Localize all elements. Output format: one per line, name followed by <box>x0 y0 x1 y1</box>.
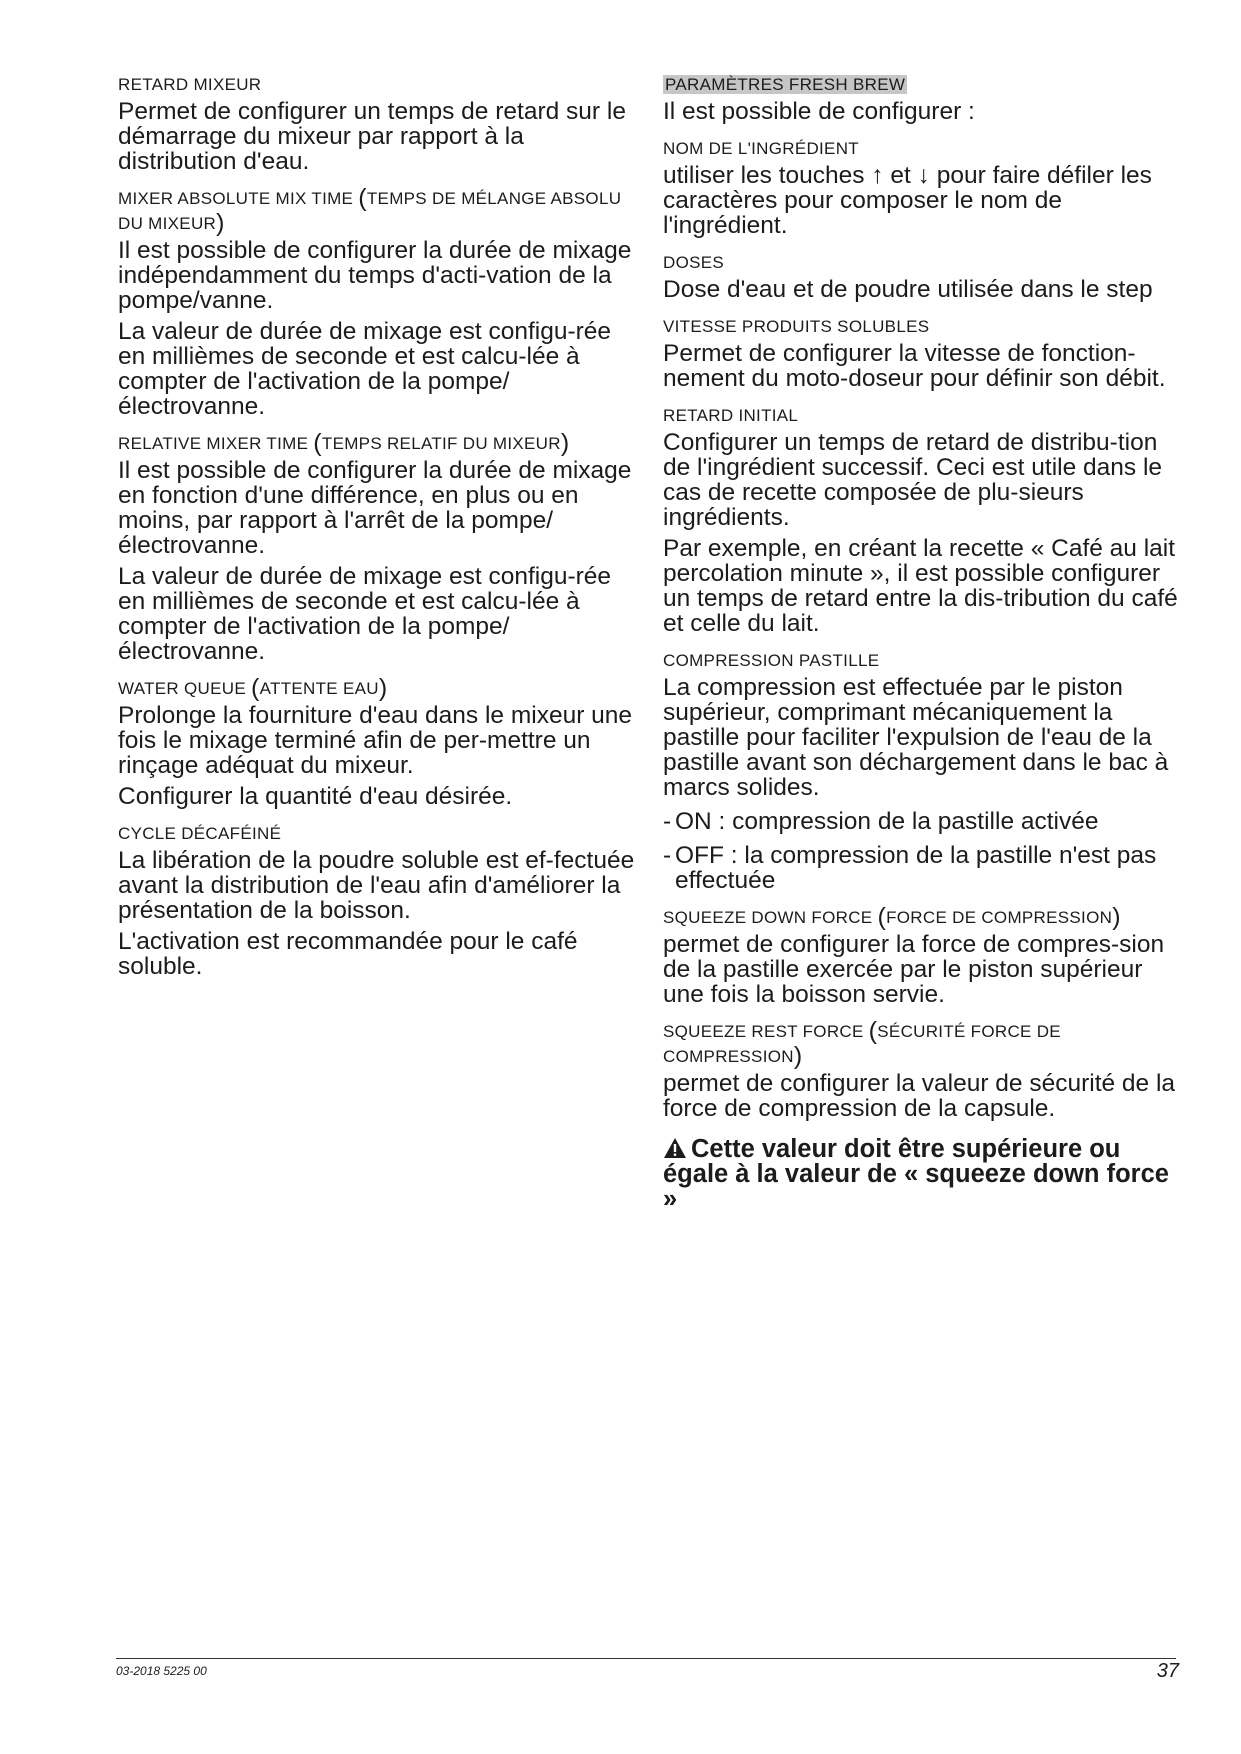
paragraph: Il est possible de configurer la durée de mixage en fonction d'une différence, en plus ou en moins, par rapport à l'arrêt de la pompe/électrovanne. <box>118 457 632 559</box>
document-code: 03-2018 5225 00 <box>116 1664 207 1678</box>
section-heading: DOSES <box>663 253 725 272</box>
paragraph: La compression est effectuée par le piston supérieur, comprimant mécaniquement la pastille pour faciliter l'expulsion de l'eau de la pastille avant son déchargement dans le bac à marcs solides. <box>663 674 1169 801</box>
paragraph: La valeur de durée de mixage est configu-rée en millièmes de seconde et est calcu-lée à compter de l'activation de la pompe/ électrovanne. <box>118 318 612 420</box>
paragraph: Il est possible de configurer la durée de mixage indépendamment du temps d'acti-vation de la pompe/vanne. <box>118 237 632 314</box>
down-arrow-icon: ↓ <box>917 162 930 189</box>
paragraph: permet de configurer la valeur de sécurité de la force de compression de la capsule. <box>663 1070 1176 1122</box>
left-column <box>118 72 638 979</box>
paragraph: utiliser les touches ↑ et ↓ pour faire défiler les caractères pour composer le nom de l'ingrédient. <box>663 162 1152 239</box>
section-heading: WATER QUEUE (ATTENTE EAU) <box>118 674 388 702</box>
section-heading: RELATIVE MIXER TIME (TEMPS RELATIF DU MIXEUR) <box>118 429 570 457</box>
paragraph: permet de configurer la force de compres-sion de la pastille exercée par le piston supérieur une fois la boisson servie. <box>663 931 1165 1008</box>
paragraph: La libération de la poudre soluble est ef-fectuée avant la distribution de l'eau afin d'améliorer la présentation de la boisson. <box>118 847 635 924</box>
paragraph: Configurer la quantité d'eau désirée. <box>118 783 513 810</box>
warning-icon <box>663 1137 687 1159</box>
section-heading: PARAMÈTRES FRESH BREW <box>665 75 906 94</box>
page-number: 37 <box>1156 1660 1179 1682</box>
up-arrow-icon: ↑ <box>871 162 884 189</box>
paragraph: Prolonge la fourniture d'eau dans le mixeur une fois le mixage terminé afin de per-mettre un rinçage adéquat du mixeur. <box>118 702 633 779</box>
paragraph: Par exemple, en créant la recette « Café au lait percolation minute », il est possible configurer un temps de retard entre la dis-tribution du café et celle du lait. <box>663 535 1178 637</box>
paragraph: Configurer un temps de retard de distribu-tion de l'ingrédient successif. Ceci est utile dans le cas de recette composée de plu-sieurs ingrédients. <box>663 429 1163 531</box>
section-heading: RETARD INITIAL <box>663 406 799 425</box>
right-column <box>663 72 1188 1212</box>
section-heading: CYCLE DÉCAFÉINÉ <box>118 824 282 843</box>
list-item: - OFF : la compression de la pastille n'est pas effectuée <box>663 842 1157 894</box>
paragraph: La valeur de durée de mixage est configu-rée en millièmes de seconde et est calcu-lée à compter de l'activation de la pompe/ électrovanne. <box>118 563 612 665</box>
section-heading: SQUEEZE DOWN FORCE (FORCE DE COMPRESSION) <box>663 903 1121 931</box>
section-heading: MIXER ABSOLUTE MIX TIME (TEMPS DE MÉLANGE ABSOLU DU MIXEUR) <box>118 184 622 237</box>
footer-divider <box>116 1658 1176 1659</box>
section-heading: NOM DE L'INGRÉDIENT <box>663 139 859 158</box>
section-heading: VITESSE PRODUITS SOLUBLES <box>663 317 930 336</box>
section-heading: SQUEEZE REST FORCE (SÉCURITÉ FORCE DE COMPRESSION) <box>663 1017 1061 1070</box>
paragraph: Permet de configurer la vitesse de fonction-nement du moto-doseur pour définir son débit. <box>663 340 1166 392</box>
warning-note: Cette valeur doit être supérieure ou égale à la valeur de « squeeze down force » <box>663 1135 1169 1213</box>
section-heading: COMPRESSION PASTILLE <box>663 651 880 670</box>
paragraph: Dose d'eau et de poudre utilisée dans le step <box>663 276 1153 303</box>
paragraph: L'activation est recommandée pour le café soluble. <box>118 928 578 980</box>
list-item: - ON : compression de la pastille activée <box>663 808 1099 835</box>
paragraph: Permet de configurer un temps de retard sur le démarrage du mixeur par rapport à la distribution d'eau. <box>118 98 626 175</box>
paragraph: Il est possible de configurer : <box>663 98 975 125</box>
section-heading: RETARD MIXEUR <box>118 75 262 94</box>
